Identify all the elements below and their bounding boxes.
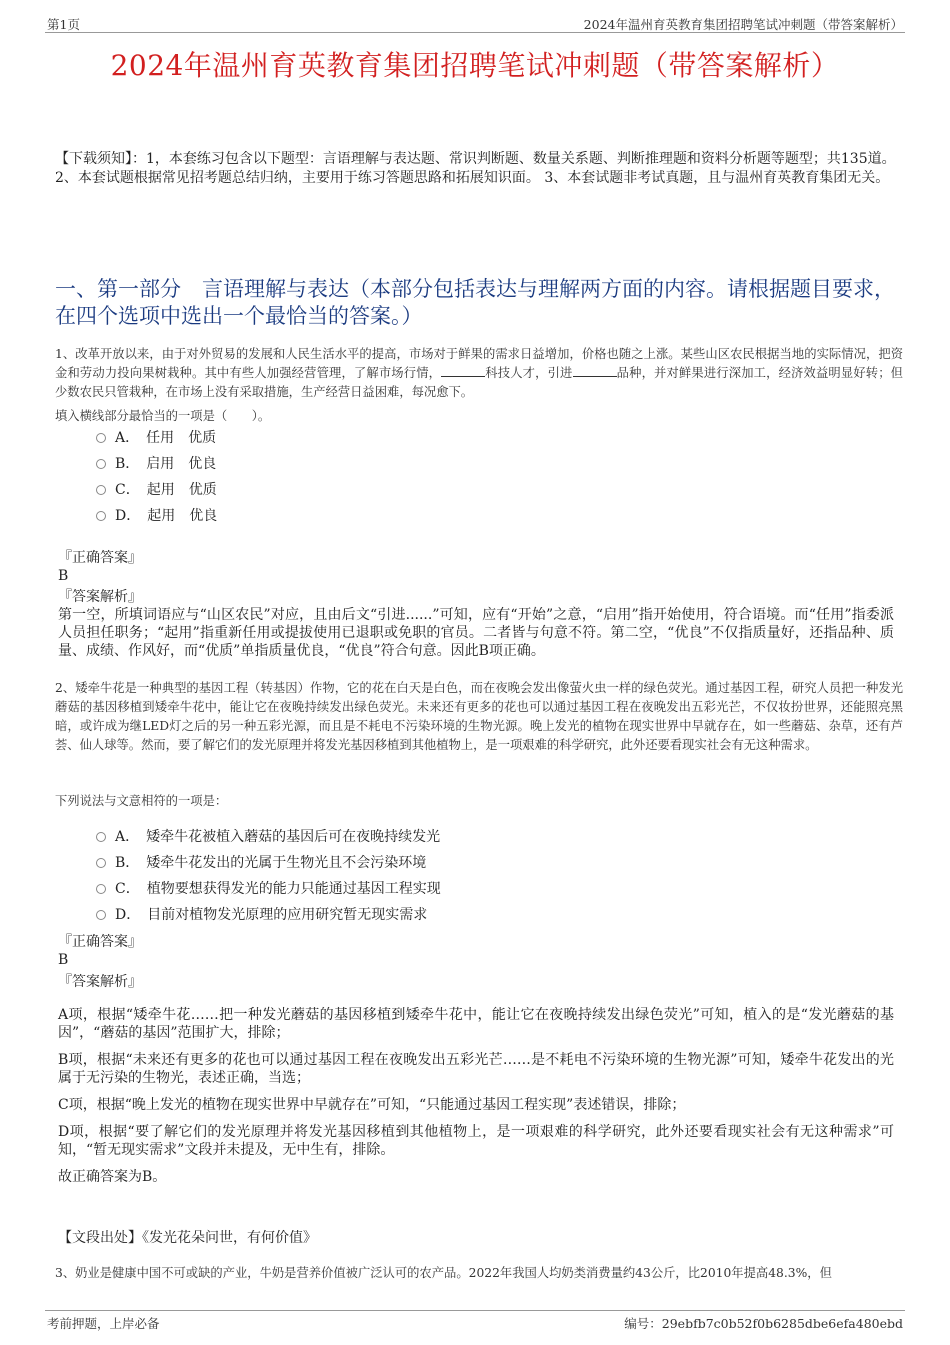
- radio-icon[interactable]: [96, 858, 106, 868]
- option-b[interactable]: B． 启用 优良: [96, 451, 217, 477]
- fill-blank-1: [441, 364, 485, 377]
- analysis-item-a: A项，根据“矮牵牛花……把一种发光蘑菇的基因移植到矮牵牛花中，能让它在夜晚持续发出绿色荧光”可知，植入的是“发光蘑菇的基因”，“蘑菇的基因”范围扩大，排除；: [58, 1007, 894, 1041]
- radio-icon[interactable]: [96, 910, 106, 920]
- correct-answer-label: 『正确答案』: [58, 934, 142, 950]
- correct-answer-label: 『正确答案』: [58, 550, 142, 566]
- radio-icon[interactable]: [96, 459, 106, 469]
- radio-icon[interactable]: [96, 511, 106, 521]
- radio-icon[interactable]: [96, 884, 106, 894]
- fill-blank-2: [573, 364, 617, 377]
- page-footer: [45, 1310, 905, 1331]
- option-c[interactable]: C． 植物要想获得发光的能力只能通过基因工程实现: [96, 876, 441, 902]
- question-1-options: [96, 425, 217, 529]
- correct-answer: B: [58, 568, 69, 584]
- footer-slogan: 考前押题，上岸必备: [47, 1316, 160, 1331]
- document-code: 编号：29ebfb7c0b52f0b6285dbe6efa480ebd: [624, 1316, 903, 1331]
- analysis-item-b: B项，根据“未来还有更多的花也可以通过基因工程在夜晚发出五彩光芒……是不耗电不污染环境的生物光源”可知，矮牵牛花发出的光属于无污染的生物光，表述正确，当选；: [58, 1052, 894, 1086]
- option-c[interactable]: C． 起用 优质: [96, 477, 217, 503]
- analysis-conclusion: 故正确答案为B。: [58, 1169, 167, 1185]
- option-a[interactable]: A． 矮牵牛花被植入蘑菇的基因后可在夜晚持续发光: [96, 824, 441, 850]
- analysis-label: 『答案解析』: [58, 974, 142, 990]
- question-2-prompt: 下列说法与文意相符的一项是：: [55, 794, 228, 808]
- page-header: [45, 14, 905, 33]
- section-heading: 一、第一部分 言语理解与表达（本部分包括表达与理解两方面的内容。请根据题目要求，在四个选项中选出一个最恰当的答案。）: [55, 277, 895, 328]
- question-1-prompt: 填入横线部分最恰当的一项是（ ）。: [55, 409, 271, 423]
- question-2-analysis: [58, 1006, 894, 1195]
- radio-icon[interactable]: [96, 433, 106, 443]
- question-3-stem: 3、奶业是健康中国不可或缺的产业，牛奶是营养价值被广泛认可的农产品。2022年我国人均奶类消费量约43公斤，比2010年提高48.3%，但: [55, 1266, 832, 1280]
- option-b[interactable]: B． 矮牵牛花发出的光属于生物光且不会污染环境: [96, 850, 441, 876]
- question-2-options: [96, 824, 441, 928]
- radio-icon[interactable]: [96, 485, 106, 495]
- option-d[interactable]: D． 目前对植物发光原理的应用研究暂无现实需求: [96, 902, 441, 928]
- analysis-item-c: C项，根据“晚上发光的植物在现实世界中早就存在”可知，“只能通过基因工程实现”表述错误，排除；: [58, 1097, 686, 1113]
- question-1-stem: 1、改革开放以来，由于对外贸易的发展和人民生活水平的提高，市场对于鲜果的需求日益增加，价格也随之上涨。某些山区农民根据当地的实际情况，把资金和劳动力投向果树栽种。其中有些人加强经营管理，了解市场行情， 科技人才，引进 品种，并对鲜果进行深加工，经济效益明显好转；但少数农民只管栽种，在市场上没有采取措施，生产经营日益困难，每况愈下。: [55, 347, 903, 399]
- document-title: 2024年温州育英教育集团招聘笔试冲刺题（带答案解析）: [110, 49, 840, 82]
- analysis-item-d: D项，根据“要了解它们的发光原理并将发光基因移植到其他植物上，是一项艰难的科学研究，此外还要看现实社会有无这种需求”可知，“暂无现实需求”文段并未提及，无中生有，排除。: [58, 1124, 894, 1158]
- header-doc-title: 2024年温州育英教育集团招聘笔试冲刺题（带答案解析）: [583, 17, 903, 32]
- question-1-analysis: 第一空，所填词语应与“山区农民”对应，且由后文“引进......”可知，应有“开始”之意，“启用”指开始使用，符合语境。而“任用”指委派人员担任职务；“起用”指重新任用或提拔使用已退职或免职的官员。二者皆与句意不符。第二空，“优良”不仅指质量好，还指品种、质量、成绩、作风好，而“优质”单指质量优良，“优良”符合句意。因此B项正确。: [58, 607, 894, 659]
- option-a[interactable]: A． 任用 优质: [96, 425, 217, 451]
- download-notice: 【下载须知】：1，本套练习包含以下题型：言语理解与表达题、常识判断题、数量关系题、判断推理题和资料分析题等题型；共135道。 2、本套试题根据常见招考题总结归纳，主要用于练习答题思路和拓展知识面。 3、本套试题非考试真题，且与温州育英教育集团无关。: [55, 151, 896, 186]
- radio-icon[interactable]: [96, 832, 106, 842]
- analysis-label: 『答案解析』: [58, 589, 142, 605]
- passage-source: 【文段出处】《发光花朵问世，有何价值》: [58, 1230, 317, 1246]
- question-2-stem: 2、矮牵牛花是一种典型的基因工程（转基因）作物，它的花在白天是白色，而在夜晚会发出像萤火虫一样的绿色荧光。通过基因工程，研究人员把一种发光蘑菇的基因移植到矮牵牛花中，能让它在夜晚持续发出绿色荧光。未来还有更多的花也可以通过基因工程在夜晚发出五彩光芒，不仅妆扮世界，还能照亮黑暗，或许成为继LED灯之后的另一种五彩光源，而且是不耗电不污染环境的生物光源。晚上发光的植物在现实世界中早就存在，如一些蘑菇、杂草，还有芦荟、仙人球等。然而，要了解它们的发光原理并将发光基因移植到其他植物上，是一项艰难的科学研究，此外还要看现实社会有无这种需求。: [55, 681, 903, 752]
- page-number: 第1页: [47, 17, 80, 32]
- correct-answer: B: [58, 952, 69, 968]
- option-d[interactable]: D． 起用 优良: [96, 503, 217, 529]
